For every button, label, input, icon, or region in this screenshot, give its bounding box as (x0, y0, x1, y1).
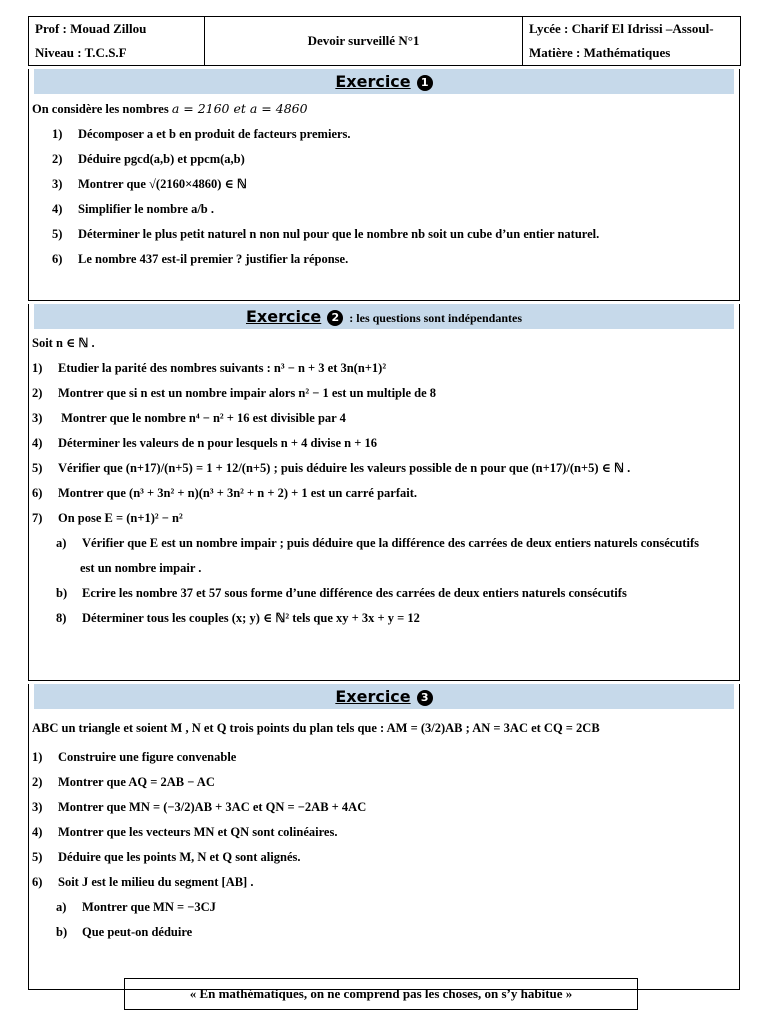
question-number: 1) (32, 750, 43, 764)
exercise-2-title: Exercice (245, 307, 322, 326)
question-7a-continued: est un nombre impair . (80, 561, 202, 575)
question-item (32, 172, 736, 197)
question-item (32, 431, 736, 456)
question-item (32, 456, 736, 481)
question-number: 7) (32, 511, 43, 525)
footer-quote: « En mathématiques, on ne comprend pas les choses, on s’y habitue » (124, 978, 638, 1010)
question-text: Soit J est le milieu du segment [AB] . (58, 875, 254, 889)
question-item (32, 506, 736, 531)
question-number: 5) (52, 227, 63, 241)
question-text: Construire une figure convenable (58, 750, 237, 764)
question-number: 3) (52, 177, 63, 191)
question-item (32, 795, 736, 820)
question-text: Déterminer les valeurs de n pour lesquels n + 4 divise n + 16 (58, 436, 378, 450)
question-text: Montrer que AQ = 2AB − AC (58, 775, 215, 789)
question-number: 2) (32, 775, 43, 789)
exercise-2-title-bar (34, 304, 734, 329)
question-item (32, 247, 736, 272)
question-7b: b) Ecrire les nombre 37 et 57 sous forme d’une différence des carrées de deux entiers naturels consécutifs (56, 586, 627, 600)
question-number: 5) (32, 850, 43, 864)
question-number: 6) (52, 252, 63, 266)
exercise-1-title: Exercice (335, 72, 411, 91)
question-item (32, 381, 736, 406)
question-number: 1) (52, 127, 63, 141)
question-number: 5) (32, 461, 43, 475)
number-badge-icon: 2 (327, 310, 343, 326)
question-number: 3) (32, 411, 43, 425)
question-number: 6) (32, 875, 43, 889)
question-8: 8) Déterminer tous les couples (x; y) ∈ ℕ² tels que xy + 3x + y = 12 (56, 611, 420, 625)
question-number: 2) (32, 386, 43, 400)
number-badge-icon: 1 (417, 75, 433, 91)
school-name: Lycée : Charif El Idrissi –Assoul- (529, 21, 714, 36)
exercise-2-subtitle: : les questions sont indépendantes (349, 311, 522, 325)
question-number: 3) (32, 800, 43, 814)
question-item (32, 147, 736, 172)
school-info-cell (523, 17, 741, 66)
header-table (28, 16, 741, 66)
question-number: 4) (32, 825, 43, 839)
question-text: Montrer que les vecteurs MN et QN sont colinéaires. (58, 825, 338, 839)
subject: Matière : Mathématiques (529, 45, 671, 60)
question-item (32, 481, 736, 506)
question-item (32, 197, 736, 222)
question-text: Vérifier que (n+17)/(n+5) = 1 + 12/(n+5) ; puis déduire les valeurs possible de n pour que (n+17)/(n+5) ∈ ℕ . (58, 461, 631, 475)
question-text: Montrer que (n³ + 3n² + n)(n³ + 3n² + n + 2) + 1 est un carré parfait. (58, 486, 417, 500)
question-text: Etudier la parité des nombres suivants : n³ − n + 3 et 3n(n+1)² (58, 361, 387, 375)
question-item (32, 406, 736, 431)
question-item (32, 356, 736, 381)
exam-sheet (28, 16, 740, 990)
exercise-3-title-bar (34, 684, 734, 709)
question-7a: a) Vérifier que E est un nombre impair ; puis déduire que la différence des carrées de deux entiers naturels consécutifs (56, 536, 699, 550)
exercise-3-title: Exercice (335, 687, 411, 706)
prof-name: Prof : Mouad Zillou (35, 21, 147, 36)
question-number: 6) (32, 486, 43, 500)
exercise-3-intro: ABC un triangle et soient M , N et Q trois points du plan tels que : AM = (3/2)AB ; AN = 3AC et CQ = 2CB (32, 721, 600, 735)
question-item (32, 845, 736, 870)
exercise-2-intro: Soit n ∈ ℕ . (32, 336, 95, 350)
question-text: Déduire que les points M, N et Q sont alignés. (58, 850, 301, 864)
question-number: 4) (52, 202, 63, 216)
exercise-1-intro: On considère les nombres a = 2160 et a = 4860 (32, 101, 308, 116)
question-number: 2) (52, 152, 63, 166)
question-text: Déterminer le plus petit naturel n non nul pour que le nombre nb soit un cube d’un entier naturel. (78, 227, 600, 241)
exercise-1-title-bar (34, 69, 734, 94)
question-item (32, 870, 736, 895)
question-item (32, 222, 736, 247)
question-text: Montrer que si n est un nombre impair alors n² − 1 est un multiple de 8 (58, 386, 437, 400)
question-text: Montrer que √(2160×4860) ∈ ℕ (78, 177, 247, 191)
question-text: Le nombre 437 est-il premier ? justifier la réponse. (78, 252, 349, 266)
question-item (32, 745, 736, 770)
question-number: 1) (32, 361, 43, 375)
question-text: Décomposer a et b en produit de facteurs premiers. (78, 127, 351, 141)
question-text: Déduire pgcd(a,b) et ppcm(a,b) (78, 152, 245, 166)
exercise-1 (28, 69, 740, 301)
number-badge-icon: 3 (417, 690, 433, 706)
teacher-info-cell (29, 17, 205, 66)
question-text: On pose E = (n+1)² − n² (58, 511, 183, 525)
question-number: 4) (32, 436, 43, 450)
question-text: Montrer que le nombre n⁴ − n² + 16 est divisible par 4 (58, 411, 346, 425)
exercise-2 (28, 304, 740, 681)
question-text: Montrer que MN = (−3/2)AB + 3AC et QN = −2AB + 4AC (58, 800, 367, 814)
question-text: Simplifier le nombre a/b . (78, 202, 214, 216)
question-item (32, 122, 736, 147)
question-item (32, 770, 736, 795)
exam-title: Devoir surveillé N°1 (205, 17, 523, 66)
class-level: Niveau : T.C.S.F (35, 45, 127, 60)
question-6a: a) Montrer que MN = −3CJ (56, 900, 216, 914)
exercise-3 (28, 684, 740, 990)
question-6b: b) Que peut-on déduire (56, 925, 193, 939)
question-item (32, 820, 736, 845)
